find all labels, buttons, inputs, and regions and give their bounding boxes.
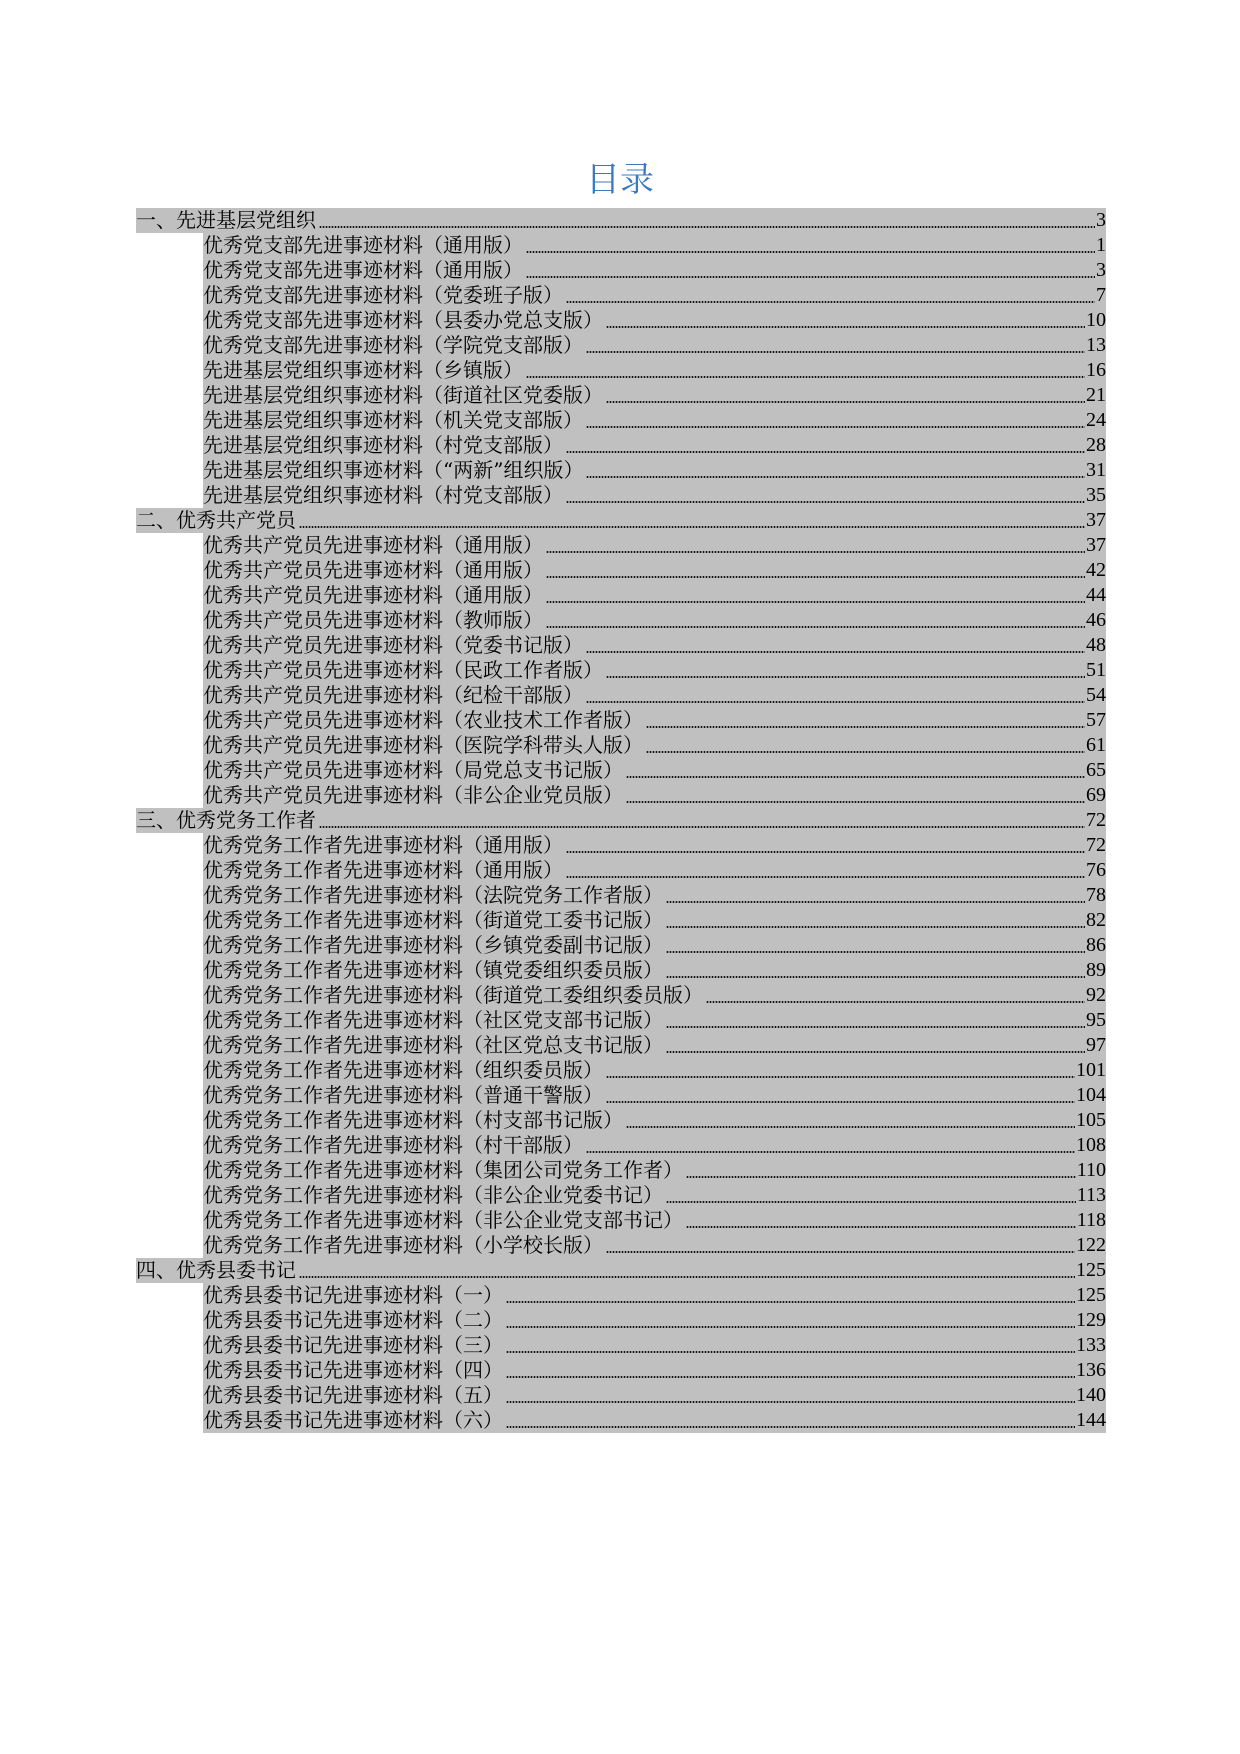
toc-entry[interactable] (136, 933, 1106, 958)
toc-entry-label: 优秀党务工作者先进事迹材料（社区党支部书记版） (203, 1008, 663, 1032)
toc-page-number: 57 (1086, 709, 1106, 731)
toc-entry-highlight (203, 733, 1106, 758)
toc-entry-highlight (203, 483, 1106, 508)
dot-leader (566, 451, 1085, 453)
toc-page-number: 16 (1086, 359, 1106, 381)
toc-entry-highlight (203, 858, 1106, 883)
toc-section-entry[interactable] (136, 508, 1106, 533)
toc-page-number: 44 (1086, 584, 1106, 606)
toc-entry-highlight (203, 458, 1106, 483)
dot-leader (606, 1101, 1075, 1103)
toc-page-number: 86 (1086, 934, 1106, 956)
toc-entry-label: 先进基层党组织事迹材料（村党支部版） (203, 433, 563, 457)
toc-entry-highlight (203, 983, 1106, 1008)
toc-entry-label: 优秀县委书记先进事迹材料（六） (203, 1408, 503, 1432)
toc-page-number: 140 (1076, 1384, 1106, 1406)
toc-page-number: 72 (1086, 809, 1106, 831)
toc-page-number: 3 (1096, 259, 1106, 281)
dot-leader (686, 1176, 1076, 1178)
toc-entry-label: 三、优秀党务工作者 (136, 808, 316, 832)
toc-page-number: 122 (1076, 1234, 1106, 1256)
toc-page-number: 46 (1086, 609, 1106, 631)
toc-entry-highlight (203, 383, 1106, 408)
toc-entry-label: 优秀县委书记先进事迹材料（二） (203, 1308, 503, 1332)
toc-page-number: 24 (1086, 409, 1106, 431)
toc-page-number: 10 (1086, 309, 1106, 331)
toc-page-number: 28 (1086, 434, 1106, 456)
dot-leader (666, 976, 1085, 978)
toc-page-number: 37 (1086, 509, 1106, 531)
toc-entry[interactable] (136, 458, 1106, 483)
toc-page-number: 105 (1076, 1109, 1106, 1131)
toc-entry-label: 先进基层党组织事迹材料（机关党支部版） (203, 408, 583, 432)
toc-page-number: 78 (1086, 884, 1106, 906)
toc-page-number: 125 (1076, 1284, 1106, 1306)
toc-entry-label: 优秀党支部先进事迹材料（县委办党总支版） (203, 308, 603, 332)
toc-entry-label: 优秀党务工作者先进事迹材料（乡镇党委副书记版） (203, 933, 663, 957)
toc-entry-label: 优秀党务工作者先进事迹材料（法院党务工作者版） (203, 883, 663, 907)
toc-entry[interactable] (136, 408, 1106, 433)
toc-entry-highlight (203, 583, 1106, 608)
toc-section-entry[interactable] (136, 208, 1106, 233)
toc-entry-label: 先进基层党组织事迹材料（“两新”组织版） (203, 458, 584, 482)
toc-page-number: 54 (1086, 684, 1106, 706)
toc-page-number: 101 (1076, 1059, 1106, 1081)
toc-page-number: 51 (1086, 659, 1106, 681)
toc-entry-label: 优秀共产党员先进事迹材料（非公企业党员版） (203, 783, 623, 807)
dot-leader (606, 401, 1085, 403)
toc-entry-label: 优秀共产党员先进事迹材料（教师版） (203, 608, 543, 632)
toc-entry[interactable] (136, 983, 1106, 1008)
toc-entry-highlight (203, 283, 1106, 308)
toc-entry-label: 优秀党务工作者先进事迹材料（镇党委组织委员版） (203, 958, 663, 982)
dot-leader (586, 351, 1085, 353)
toc-entry[interactable] (136, 1158, 1106, 1183)
toc-entry[interactable] (136, 1358, 1106, 1383)
dot-leader (299, 526, 1085, 528)
toc-entry[interactable] (136, 233, 1106, 258)
toc-entry[interactable] (136, 533, 1106, 558)
dot-leader (546, 626, 1085, 628)
dot-leader (506, 1351, 1075, 1353)
toc-page-number: 42 (1086, 559, 1106, 581)
toc-page-number: 89 (1086, 959, 1106, 981)
toc-entry[interactable] (136, 833, 1106, 858)
dot-leader (586, 476, 1085, 478)
toc-entry[interactable] (136, 358, 1106, 383)
toc-page-number: 1 (1096, 234, 1106, 256)
toc-entry-label: 优秀共产党员先进事迹材料（通用版） (203, 533, 543, 557)
toc-entry-highlight (203, 1283, 1106, 1308)
toc-entry-highlight (203, 933, 1106, 958)
toc-entry[interactable] (136, 1183, 1106, 1208)
toc-entry-highlight (203, 1108, 1106, 1133)
toc-entry[interactable] (136, 1233, 1106, 1258)
dot-leader (706, 1001, 1085, 1003)
toc-entry-label: 优秀党务工作者先进事迹材料（村干部版） (203, 1133, 583, 1157)
dot-leader (566, 851, 1085, 853)
dot-leader (546, 551, 1085, 553)
toc-entry-highlight (203, 1058, 1106, 1083)
toc-entry[interactable] (136, 1058, 1106, 1083)
toc-page-number: 108 (1076, 1134, 1106, 1156)
toc-page-number: 7 (1096, 284, 1106, 306)
toc-entry-highlight (203, 633, 1106, 658)
toc-entry-label: 优秀党务工作者先进事迹材料（集团公司党务工作者） (203, 1158, 683, 1182)
toc-page-number: 37 (1086, 534, 1106, 556)
toc-entry-highlight (203, 1083, 1106, 1108)
dot-leader (526, 376, 1085, 378)
toc-entry-label: 优秀县委书记先进事迹材料（三） (203, 1333, 503, 1357)
toc-page-number: 82 (1086, 909, 1106, 931)
toc-entry-highlight (203, 258, 1106, 283)
dot-leader (666, 901, 1085, 903)
toc-entry[interactable] (136, 433, 1106, 458)
toc-entry-label: 优秀共产党员先进事迹材料（党委书记版） (203, 633, 583, 657)
dot-leader (606, 1251, 1075, 1253)
toc-entry-highlight (203, 233, 1106, 258)
toc-entry-label: 优秀共产党员先进事迹材料（民政工作者版） (203, 658, 603, 682)
dot-leader (666, 1026, 1085, 1028)
toc-entry[interactable] (136, 1133, 1106, 1158)
dot-leader (646, 726, 1085, 728)
toc-page-number: 76 (1086, 859, 1106, 881)
toc-entry-highlight (203, 1358, 1106, 1383)
toc-entry-label: 先进基层党组织事迹材料（街道社区党委版） (203, 383, 603, 407)
dot-leader (666, 951, 1085, 953)
toc-entry[interactable] (136, 1033, 1106, 1058)
toc-entry-highlight (203, 1333, 1106, 1358)
toc-entry[interactable] (136, 1308, 1106, 1333)
toc-entry-highlight (203, 708, 1106, 733)
toc-entry-highlight (203, 558, 1106, 583)
toc-entry-highlight (203, 1033, 1106, 1058)
toc-page-number: 35 (1086, 484, 1106, 506)
toc-entry-highlight (203, 1183, 1106, 1208)
toc-entry-highlight (203, 1383, 1106, 1408)
dot-leader (626, 1126, 1075, 1128)
toc-page-number: 110 (1076, 1159, 1106, 1181)
toc-entry[interactable] (136, 1083, 1106, 1108)
toc-entry-label: 优秀党务工作者先进事迹材料（通用版） (203, 833, 563, 857)
toc-entry-label: 优秀县委书记先进事迹材料（四） (203, 1358, 503, 1382)
toc-entry-label: 先进基层党组织事迹材料（村党支部版） (203, 483, 563, 507)
toc-entry[interactable] (136, 1208, 1106, 1233)
toc-entry-label: 优秀党务工作者先进事迹材料（街道党工委书记版） (203, 908, 663, 932)
dot-leader (546, 601, 1085, 603)
toc-entry-label: 优秀共产党员先进事迹材料（通用版） (203, 583, 543, 607)
toc-entry-label: 优秀党务工作者先进事迹材料（非公企业党委书记） (203, 1183, 663, 1207)
toc-entry-highlight (203, 1408, 1106, 1433)
toc-entry-label: 二、优秀共产党员 (136, 508, 296, 532)
toc-entry[interactable] (136, 1108, 1106, 1133)
toc-entry-highlight (203, 1308, 1106, 1333)
dot-leader (506, 1401, 1075, 1403)
toc-entry-highlight (203, 308, 1106, 333)
toc-page-number: 13 (1086, 334, 1106, 356)
dot-leader (646, 751, 1085, 753)
dot-leader (666, 926, 1085, 928)
dot-leader (626, 801, 1085, 803)
toc-entry[interactable] (136, 708, 1106, 733)
toc-entry[interactable] (136, 658, 1106, 683)
toc-entry-highlight (203, 658, 1106, 683)
dot-leader (586, 1151, 1075, 1153)
toc-entry-highlight (203, 958, 1106, 983)
toc-entry-label: 优秀党务工作者先进事迹材料（非公企业党支部书记） (203, 1208, 683, 1232)
toc-page-number: 69 (1086, 784, 1106, 806)
toc-entry[interactable] (136, 633, 1106, 658)
dot-leader (299, 1276, 1075, 1278)
dot-leader (526, 276, 1095, 278)
toc-entry[interactable] (136, 958, 1106, 983)
toc-entry[interactable] (136, 733, 1106, 758)
toc-entry-highlight (203, 1158, 1106, 1183)
toc-entry-label: 优秀党支部先进事迹材料（通用版） (203, 258, 523, 282)
toc-section-entry[interactable] (136, 1258, 1106, 1283)
toc-page-number: 31 (1086, 459, 1106, 481)
dot-leader (566, 501, 1085, 503)
toc-entry-highlight (203, 908, 1106, 933)
toc-entry[interactable] (136, 558, 1106, 583)
toc-page-number: 21 (1086, 384, 1106, 406)
dot-leader (566, 301, 1095, 303)
toc-page-number: 144 (1076, 1409, 1106, 1431)
dot-leader (566, 876, 1085, 878)
dot-leader (586, 426, 1085, 428)
toc-page-number: 118 (1076, 1209, 1106, 1231)
dot-leader (606, 326, 1085, 328)
toc-entry[interactable] (136, 858, 1106, 883)
toc-entry-label: 四、优秀县委书记 (136, 1258, 296, 1282)
toc-entry-highlight (203, 408, 1106, 433)
toc-entry-label: 先进基层党组织事迹材料（乡镇版） (203, 358, 523, 382)
dot-leader (506, 1376, 1075, 1378)
toc-entry[interactable] (136, 283, 1106, 308)
toc-entry-label: 优秀党务工作者先进事迹材料（普通干警版） (203, 1083, 603, 1107)
toc-entry[interactable] (136, 308, 1106, 333)
page-title: 目录 (586, 160, 654, 200)
toc-entry-highlight (203, 358, 1106, 383)
toc-entry-highlight (203, 1233, 1106, 1258)
toc-entry-label: 优秀共产党员先进事迹材料（农业技术工作者版） (203, 708, 643, 732)
toc-entry-highlight (136, 808, 1106, 833)
dot-leader (666, 1051, 1085, 1053)
dot-leader (666, 1201, 1076, 1203)
toc-entry[interactable] (136, 783, 1106, 808)
toc-entry[interactable] (136, 333, 1106, 358)
toc-entry-highlight (136, 208, 1106, 233)
toc-entry-highlight (203, 683, 1106, 708)
toc-entry-highlight (203, 783, 1106, 808)
toc-entry-highlight (203, 1208, 1106, 1233)
toc-page-number: 133 (1076, 1334, 1106, 1356)
toc-entry-highlight (136, 1258, 1106, 1283)
toc-entry-highlight (203, 433, 1106, 458)
toc-page-number: 92 (1086, 984, 1106, 1006)
toc-entry-highlight (203, 533, 1106, 558)
toc-page-number: 72 (1086, 834, 1106, 856)
dot-leader (506, 1301, 1075, 1303)
toc-entry[interactable] (136, 483, 1106, 508)
toc-entry-highlight (136, 508, 1106, 533)
toc-entry-label: 优秀党支部先进事迹材料（通用版） (203, 233, 523, 257)
toc-entry-label: 优秀党务工作者先进事迹材料（小学校长版） (203, 1233, 603, 1257)
toc-page-number: 61 (1086, 734, 1106, 756)
toc-entry-highlight (203, 883, 1106, 908)
toc-entry[interactable] (136, 608, 1106, 633)
toc-entry-label: 优秀共产党员先进事迹材料（通用版） (203, 558, 543, 582)
table-of-contents (136, 208, 1106, 1433)
dot-leader (686, 1226, 1076, 1228)
dot-leader (526, 251, 1095, 253)
toc-entry-label: 优秀共产党员先进事迹材料（纪检干部版） (203, 683, 583, 707)
toc-entry[interactable] (136, 1008, 1106, 1033)
toc-page-number: 113 (1076, 1184, 1106, 1206)
toc-entry-label: 优秀党务工作者先进事迹材料（街道党工委组织委员版） (203, 983, 703, 1007)
toc-entry-highlight (203, 758, 1106, 783)
toc-entry[interactable] (136, 683, 1106, 708)
toc-entry-label: 一、先进基层党组织 (136, 208, 316, 232)
toc-page-number: 65 (1086, 759, 1106, 781)
toc-entry-label: 优秀县委书记先进事迹材料（五） (203, 1383, 503, 1407)
toc-entry-label: 优秀县委书记先进事迹材料（一） (203, 1283, 503, 1307)
dot-leader (319, 226, 1095, 228)
toc-page-number: 48 (1086, 634, 1106, 656)
toc-entry-highlight (203, 608, 1106, 633)
toc-entry-label: 优秀共产党员先进事迹材料（局党总支书记版） (203, 758, 623, 782)
toc-entry-highlight (203, 1133, 1106, 1158)
toc-page-number: 125 (1076, 1259, 1106, 1281)
toc-entry-label: 优秀党支部先进事迹材料（党委班子版） (203, 283, 563, 307)
dot-leader (546, 576, 1085, 578)
toc-page-number: 95 (1086, 1009, 1106, 1031)
dot-leader (606, 676, 1085, 678)
toc-entry-highlight (203, 333, 1106, 358)
toc-entry-label: 优秀共产党员先进事迹材料（医院学科带头人版） (203, 733, 643, 757)
toc-entry-highlight (203, 833, 1106, 858)
toc-entry-label: 优秀党务工作者先进事迹材料（村支部书记版） (203, 1108, 623, 1132)
toc-entry-label: 优秀党务工作者先进事迹材料（组织委员版） (203, 1058, 603, 1082)
dot-leader (586, 651, 1085, 653)
toc-entry[interactable] (136, 583, 1106, 608)
toc-page-number: 104 (1076, 1084, 1106, 1106)
toc-entry[interactable] (136, 1408, 1106, 1433)
toc-page-number: 136 (1076, 1359, 1106, 1381)
dot-leader (586, 701, 1085, 703)
toc-entry-highlight (203, 1008, 1106, 1033)
toc-entry-label: 优秀党务工作者先进事迹材料（通用版） (203, 858, 563, 882)
toc-entry-label: 优秀党务工作者先进事迹材料（社区党总支书记版） (203, 1033, 663, 1057)
toc-section-entry[interactable] (136, 808, 1106, 833)
toc-entry[interactable] (136, 383, 1106, 408)
dot-leader (626, 776, 1085, 778)
toc-entry[interactable] (136, 258, 1106, 283)
toc-entry-label: 优秀党支部先进事迹材料（学院党支部版） (203, 333, 583, 357)
dot-leader (506, 1326, 1075, 1328)
toc-entry[interactable] (136, 908, 1106, 933)
dot-leader (506, 1426, 1075, 1428)
toc-page-number: 97 (1086, 1034, 1106, 1056)
dot-leader (319, 826, 1085, 828)
toc-entry[interactable] (136, 1283, 1106, 1308)
toc-page-number: 129 (1076, 1309, 1106, 1331)
toc-entry[interactable] (136, 1333, 1106, 1358)
toc-entry[interactable] (136, 758, 1106, 783)
dot-leader (606, 1076, 1075, 1078)
toc-page-number: 3 (1096, 209, 1106, 231)
toc-entry[interactable] (136, 883, 1106, 908)
toc-entry[interactable] (136, 1383, 1106, 1408)
